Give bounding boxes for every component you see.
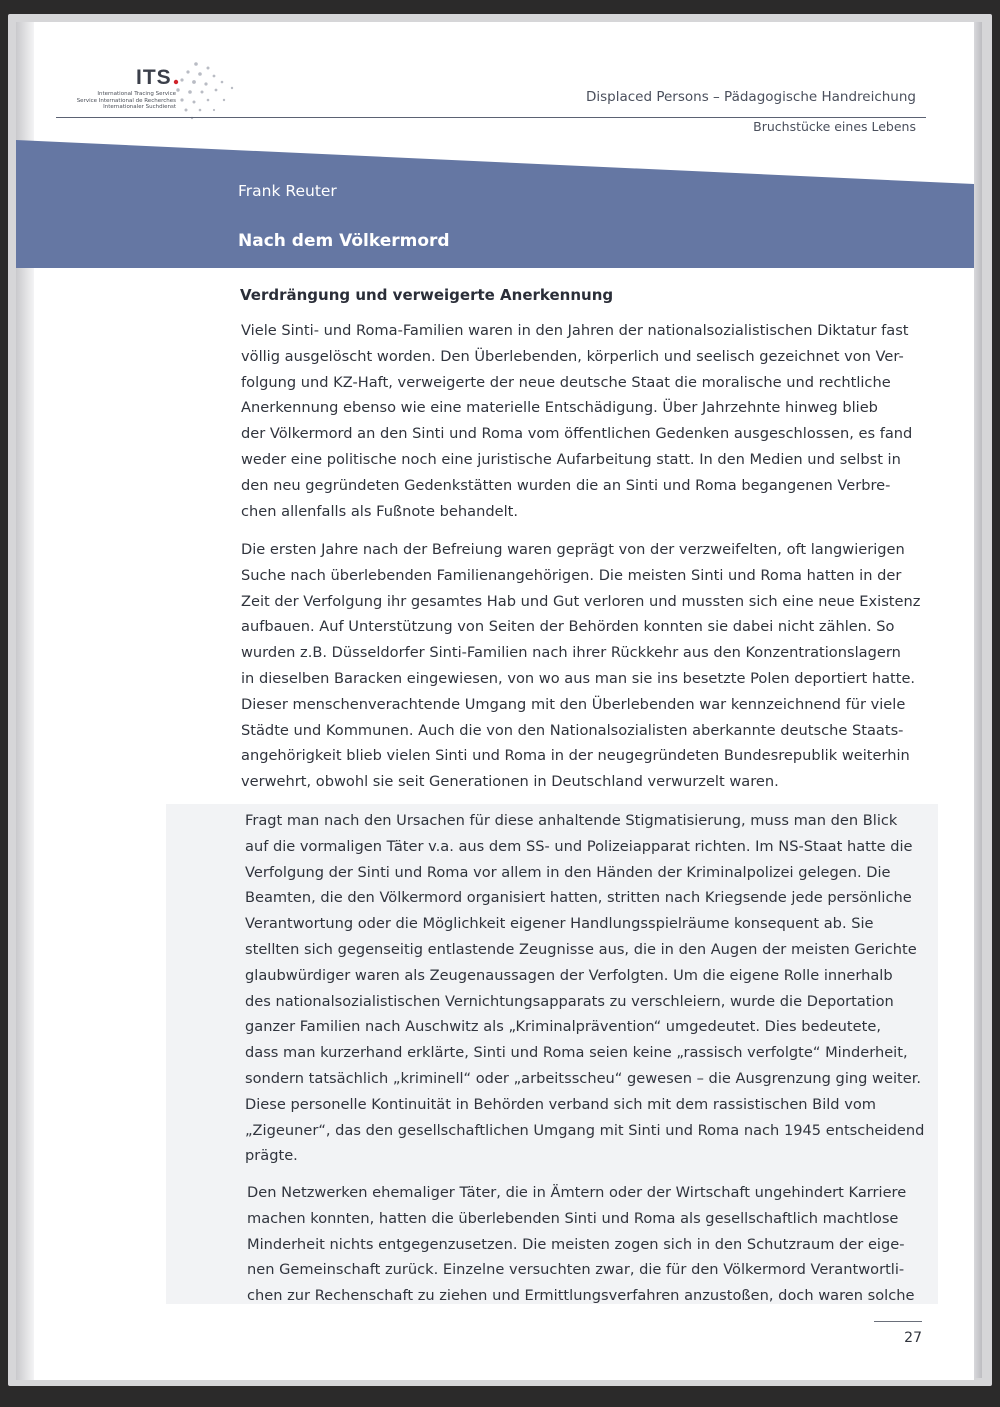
text-line: wurden z.B. Düsseldorfer Sinti-Familien nach ihrer Rückkehr aus den Konzentrationslagern [241, 644, 901, 662]
chapter-banner [16, 140, 974, 268]
text-line: Viele Sinti- und Roma-Familien waren in den Jahren der nationalsozialistischen Diktatur fast [241, 322, 909, 339]
logo-dots-graphic [166, 60, 256, 122]
logo-wordmark: ITS [136, 66, 172, 89]
paragraph-1 [241, 318, 912, 524]
text-line: Minderheit nichts entgegenzusetzen. Die meisten zogen sich in den Schutzraum der eige- [247, 1235, 905, 1253]
text-line: Zeit der Verfolgung ihr gesamtes Hab und Gut verloren und mussten sich eine neue Existenz [241, 592, 921, 610]
running-header-subtitle: Bruchstücke eines Lebens [753, 119, 916, 134]
its-logo [66, 66, 256, 132]
text-line: Dieser menschenverachtende Umgang mit den Überlebenden war kennzeichnend für viele [241, 695, 906, 713]
page-number: 27 [904, 1330, 922, 1346]
text-line: Die ersten Jahre nach der Befreiung waren geprägt von der verzweifelten, oft langwierigen [241, 541, 905, 558]
text-line: Diese personelle Kontinuität in Behörden verband sich mit dem rassistischen Bild vom [245, 1095, 876, 1113]
logo-text [66, 91, 176, 111]
text-line: nen Gemeinschaft zurück. Einzelne versuchten zwar, die für den Völkermord Verantwortli- [247, 1261, 905, 1279]
paragraph-3 [245, 808, 924, 1169]
text-line: folgung und KZ-Haft, verweigerte der neue deutsche Staat die moralische und rechtliche [241, 373, 891, 391]
text-line: machen konnten, hatten die überlebenden Sinti und Roma als gesellschaftlich machtlose [247, 1209, 899, 1227]
text-line: sondern tatsächlich „kriminell“ oder „arbeitsscheu“ gewesen – die Ausgrenzung ging weiter. [245, 1069, 922, 1087]
text-line: Suche nach überlebenden Familienangehörigen. Die meisten Sinti und Roma hatten in der [241, 566, 902, 584]
text-line: glaubwürdiger waren als Zeugenaussagen der Verfolgten. Um die eigene Rolle innerhalb [245, 966, 893, 984]
text-line: aufbauen. Auf Unterstützung von Seiten der Behörden konnten sie dabei nicht zählen. So [241, 618, 895, 636]
chapter-title: Nach dem Völkermord [238, 231, 450, 251]
running-header-title: Displaced Persons – Pädagogische Handreichung [585, 89, 916, 105]
footer-rule [874, 1321, 922, 1322]
text-line: Verfolgung der Sinti und Roma vor allem in den Händen der Kriminalpolizei gelegen. Die [245, 863, 891, 881]
text-line: völlig ausgelöscht worden. Den Überlebenden, körperlich und seelisch gezeichnet von Ver- [241, 347, 904, 365]
banner-band [16, 140, 974, 268]
text-line: Verantwortung oder die Möglichkeit eigener Handlungsspielräume konsequent ab. Sie [245, 915, 874, 933]
text-line: in dieselben Baracken eingewiesen, von wo aus man sie ins besetzte Polen deportiert hatte. [241, 669, 916, 687]
text-line: verwehrt, obwohl sie seit Generationen in Deutschland verwurzelt waren. [241, 773, 779, 791]
logo-line-1: International Tracing Service [97, 91, 176, 97]
text-line: Beamten, die den Völkermord organisiert hatten, stritten nach Kriegsende jede persönliche [245, 889, 912, 907]
author-name: Frank Reuter [238, 182, 337, 200]
text-line: chen zur Rechenschaft zu ziehen und Ermittlungsverfahren anzustoßen, doch waren solche [247, 1287, 915, 1305]
text-line: chen allenfalls als Fußnote behandelt. [241, 502, 518, 520]
text-line: prägte. [245, 1147, 298, 1165]
text-line: ganzer Familien nach Auschwitz als „Kriminalprävention“ umgedeutet. Dies bedeutete, [245, 1018, 881, 1036]
text-line: auf die vormaligen Täter v.a. aus dem SS- und Polizeiapparat richten. Im NS-Staat hatte die [245, 837, 913, 855]
section-heading: Verdrängung und verweigerte Anerkennung [240, 286, 614, 304]
logo-line-2: Service International de Recherches [76, 97, 176, 104]
paragraph-2 [241, 537, 920, 795]
logo-line-3: Internationaler Suchdienst [103, 104, 176, 110]
text-line: des nationalsozialistischen Vernichtungsapparats zu verschleiern, wurde die Deportation [245, 992, 894, 1010]
text-line: Anerkennung ebenso wie eine materielle Entschädigung. Über Jahrzehnte hinweg blieb [241, 399, 878, 417]
text-line: weder eine politische noch eine juristische Aufarbeitung statt. In den Medien und selbst in [241, 450, 901, 468]
text-line: Fragt man nach den Ursachen für diese anhaltende Stigmatisierung, muss man den Blick [245, 812, 898, 829]
text-line: den neu gegründeten Gedenkstätten wurden die an Sinti und Roma begangenen Verbre- [241, 476, 891, 494]
text-line: angehörigkeit blieb vielen Sinti und Roma in der neugegründeten Bundesrepublik weiterhin [241, 747, 910, 765]
text-line: „Zigeuner“, das den gesellschaftlichen Umgang mit Sinti und Roma nach 1945 entscheidend [245, 1121, 925, 1139]
text-line: Städte und Kommunen. Auch die von den Nationalsozialisten aberkannte deutsche Staats- [241, 721, 904, 739]
document-page [16, 22, 974, 1380]
text-line: der Völkermord an den Sinti und Roma vom öffentlichen Gedenken ausgeschlossen, es fand [241, 425, 913, 443]
header-rule [56, 117, 926, 118]
text-line: stellten sich gegenseitig entlastende Zeugnisse aus, die in den Augen der meisten Gerichte [245, 940, 917, 958]
text-line: Den Netzwerken ehemaliger Täter, die in Ämtern oder der Wirtschaft ungehindert Karriere [247, 1184, 907, 1201]
text-line: dass man kurzerhand erklärte, Sinti und Roma seien keine „rassisch verfolgte“ Minderheit, [245, 1044, 908, 1062]
paragraph-4 [247, 1180, 915, 1309]
